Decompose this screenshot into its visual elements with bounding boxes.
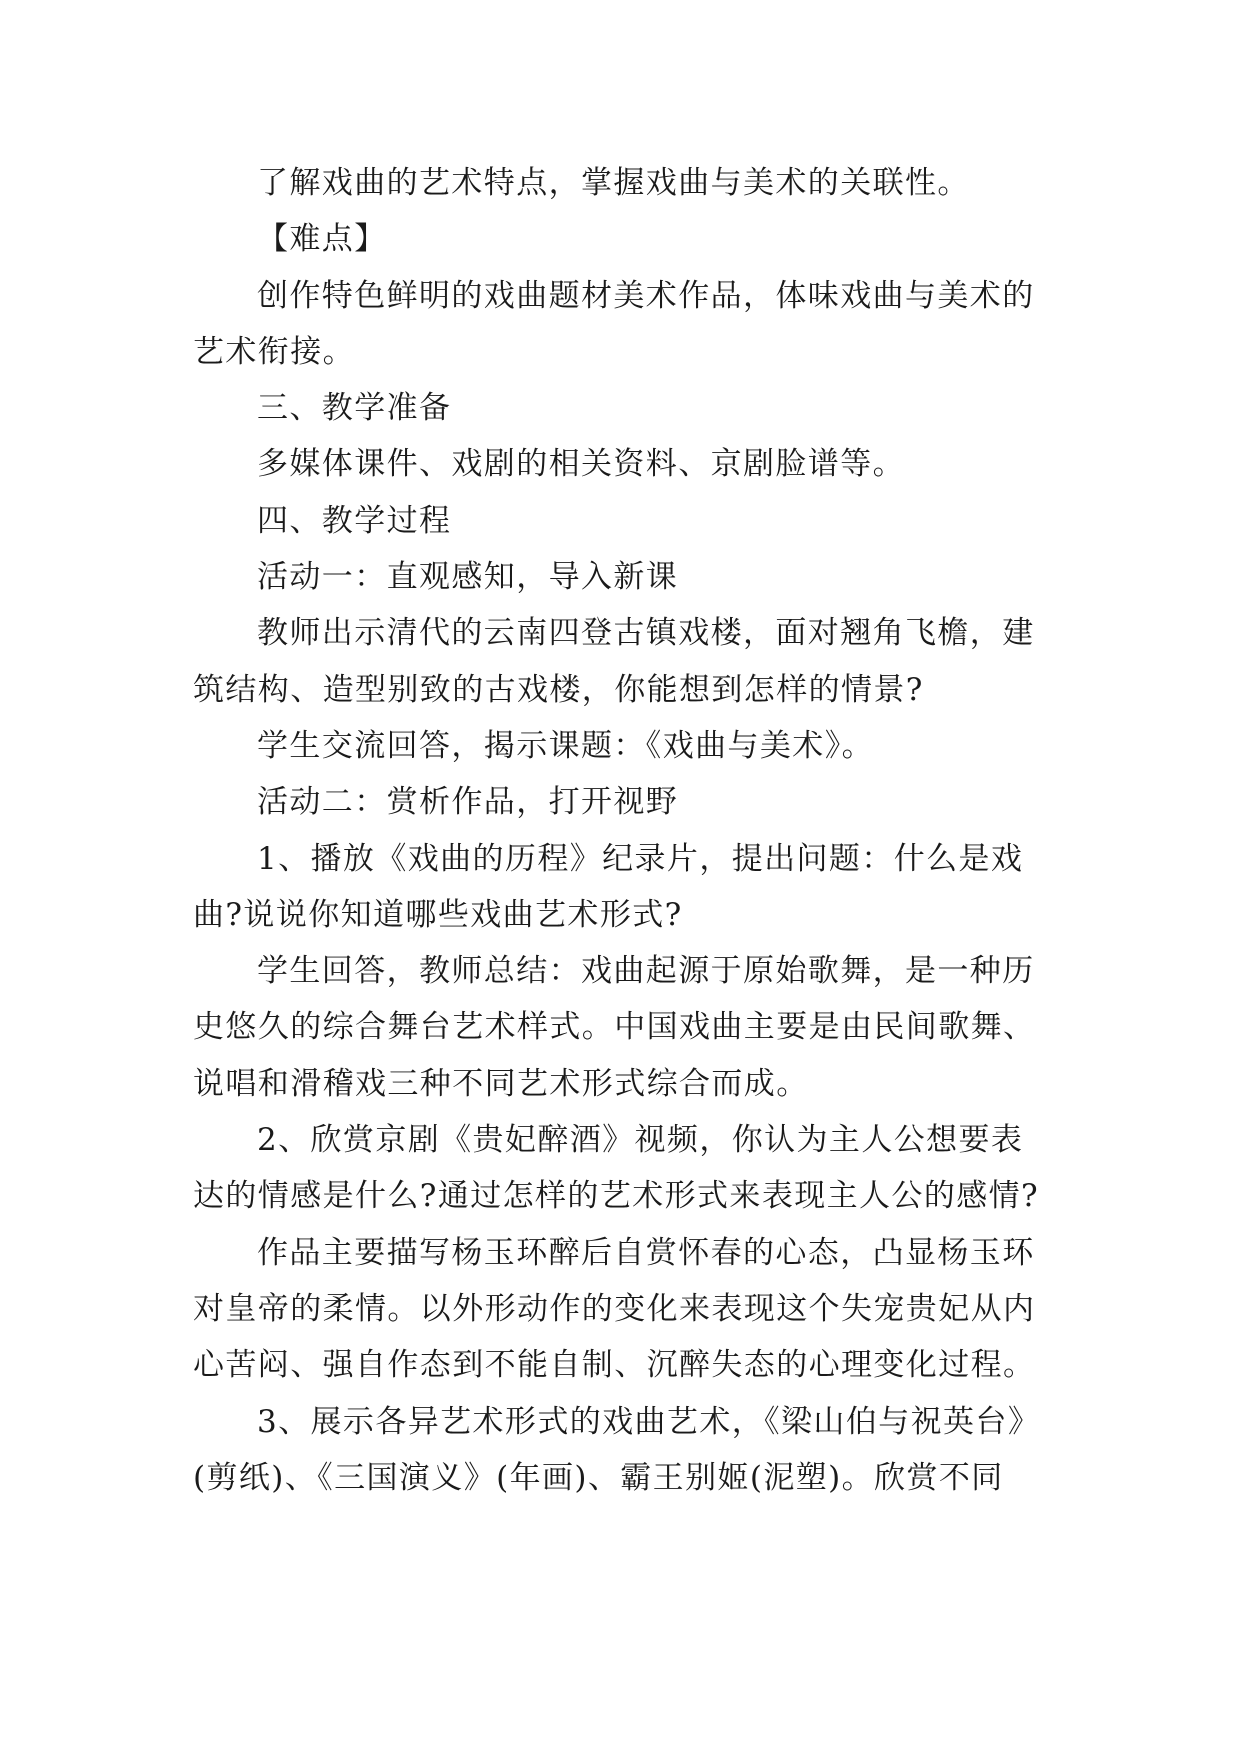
paragraph-line: (剪纸)、《三国演义》(年画)、霸王别姬(泥塑)。欣赏不同 (193, 1459, 1004, 1496)
paragraph-line: 创作特色鲜明的戏曲题材美术作品，体味戏曲与美术的 (257, 277, 1035, 314)
activity-heading: 活动二：赏析作品，打开视野 (257, 784, 679, 821)
paragraph-line: 说唱和滑稽戏三种不同艺术形式综合而成。 (193, 1065, 809, 1102)
section-heading: 三、教学准备 (257, 390, 452, 427)
paragraph-line: 3、展示各异艺术形式的戏曲艺术，《梁山伯与祝英台》 (257, 1403, 1041, 1440)
activity-heading: 活动一：直观感知，导入新课 (257, 559, 679, 596)
paragraph-line: 了解戏曲的艺术特点，掌握戏曲与美术的关联性。 (257, 165, 970, 201)
paragraph-line: 2、欣赏京剧《贵妃醉酒》视频，你认为主人公想要表 (257, 1122, 1024, 1159)
paragraph-line: 曲?说说你知道哪些戏曲艺术形式? (193, 896, 683, 933)
paragraph-line: 筑结构、造型别致的古戏楼，你能想到怎样的情景? (193, 671, 924, 708)
paragraph-line: 史悠久的综合舞台艺术样式。中国戏曲主要是由民间歌舞、 (193, 1009, 1036, 1046)
section-heading: 四、教学过程 (257, 502, 452, 539)
paragraph-line: 教师出示清代的云南四登古镇戏楼，面对翘角飞檐，建 (257, 615, 1035, 652)
paragraph-line: 艺术衔接。 (193, 333, 355, 370)
paragraph-line: 学生交流回答，揭示课题：《戏曲与美术》。 (257, 727, 874, 764)
paragraph-line: 对皇帝的柔情。以外形动作的变化来表现这个失宠贵妃从内 (193, 1290, 1036, 1327)
paragraph-line: 作品主要描写杨玉环醉后自赏怀春的心态，凸显杨玉环 (257, 1234, 1035, 1271)
paragraph-line: 1、播放《戏曲的历程》纪录片，提出问题：什么是戏 (257, 840, 1024, 877)
paragraph-line: 达的情感是什么?通过怎样的艺术形式来表现主人公的感情? (193, 1178, 1040, 1215)
paragraph-line: 学生回答，教师总结：戏曲起源于原始歌舞，是一种历 (257, 953, 1035, 990)
document-body (193, 155, 1053, 1506)
paragraph-line: 多媒体课件、戏剧的相关资料、京剧脸谱等。 (257, 446, 905, 483)
section-heading: 【难点】 (257, 221, 387, 258)
paragraph-line: 心苦闷、强自作态到不能自制、沉醉失态的心理变化过程。 (193, 1347, 1036, 1384)
